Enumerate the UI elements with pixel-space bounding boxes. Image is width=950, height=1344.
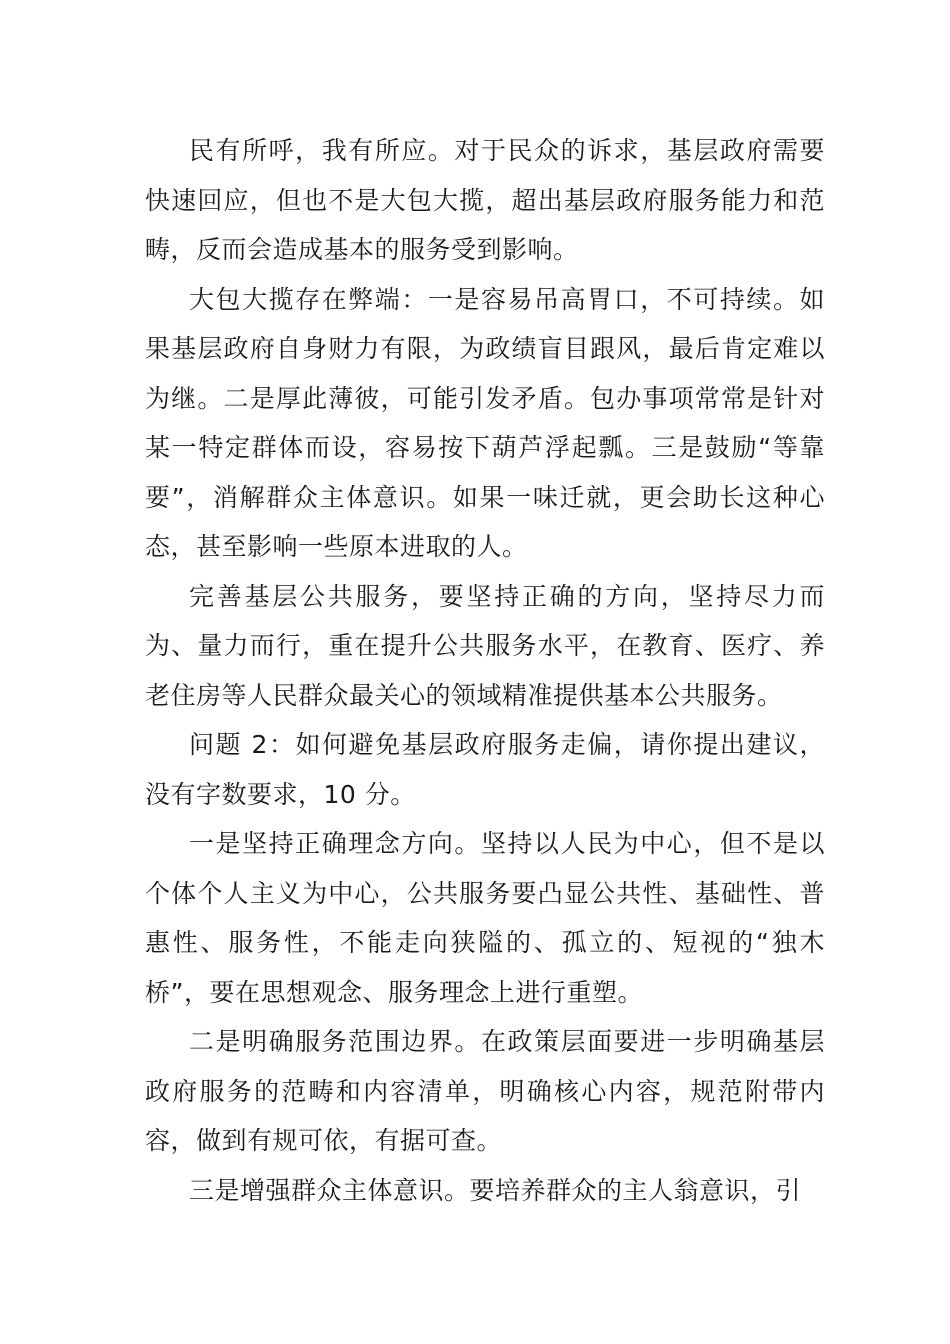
paragraph-answer-3: 三是增强群众主体意识。要培养群众的主人翁意识，引 — [189, 1175, 802, 1205]
paragraph-question-2: 问题 2：如何避免基层政府服务走偏，请你提出建议，没有字数要求，10 分。 — [145, 730, 825, 809]
paragraph-1: 民有所呼，我有所应。对于民众的诉求，基层政府需要快速回应，但也不是大包大揽，超出基层政府服务能力和范畴，反而会造成基本的服务受到影响。 — [145, 136, 825, 264]
paragraph-answer-2: 二是明确服务范围边界。在政策层面要进一步明确基层政府服务的范畴和内容清单，明确核心内容，规范附带内容，做到有规可依，有据可查。 — [145, 1027, 825, 1155]
paragraph-2: 大包大揽存在弊端：一是容易吊高胃口，不可持续。如果基层政府自身财力有限，为政绩盲目跟风，最后肯定难以为继。二是厚此薄彼，可能引发矛盾。包办事项常常是针对某一特定群体而设，容易按下葫芦浮起瓢。三是鼓励“等靠要”，消解群众主体意识。如果一味迁就，更会助长这种心态，甚至影响一些原本进取的人。 — [145, 284, 825, 561]
document-body — [145, 126, 825, 1215]
paragraph-3: 完善基层公共服务，要坚持正确的方向，坚持尽力而为、量力而行，重在提升公共服务水平，在教育、医疗、养老住房等人民群众最关心的领域精准提供基本公共服务。 — [145, 581, 825, 710]
paragraph-answer-1: 一是坚持正确理念方向。坚持以人民为中心，但不是以个体个人主义为中心，公共服务要凸显公共性、基础性、普惠性、服务性，不能走向狭隘的、孤立的、短视的“独木桥”，要在思想观念、服务理念上进行重塑。 — [145, 829, 825, 1007]
